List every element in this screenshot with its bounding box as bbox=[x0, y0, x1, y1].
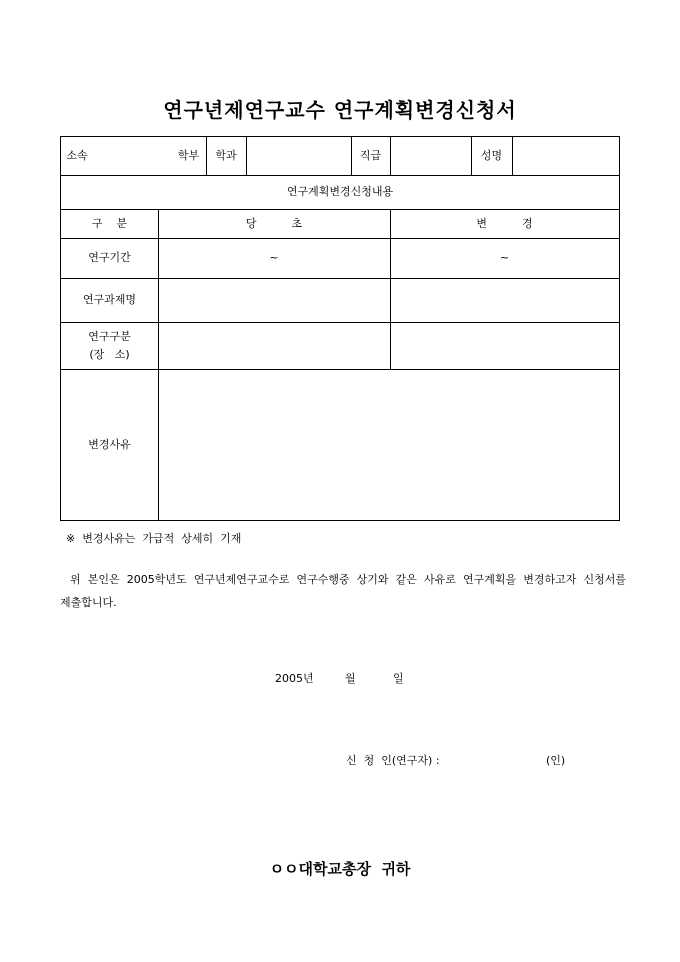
section-header: 연구계획변경신청내용 bbox=[286, 185, 394, 198]
position-field[interactable] bbox=[390, 137, 471, 175]
research-period-label: 연구기간 bbox=[88, 251, 131, 264]
name-label: 성명 bbox=[480, 149, 503, 162]
recipient-line: ㅇㅇ대학교총장 귀하 bbox=[269, 860, 411, 878]
department-field[interactable] bbox=[246, 137, 351, 175]
research-type-label-line1: 연구구분 bbox=[88, 329, 131, 343]
department-label: 학과 bbox=[215, 149, 237, 162]
date-day: 일 bbox=[393, 672, 404, 685]
date-month: 월 bbox=[345, 672, 356, 685]
research-topic-original[interactable] bbox=[158, 278, 390, 322]
category-column-header: 구 분 bbox=[91, 216, 128, 230]
form-note: ※ 변경사유는 가급적 상세히 기재 bbox=[66, 532, 242, 545]
affiliation-label: 소속 bbox=[66, 149, 88, 162]
research-period-original[interactable]: ~ bbox=[269, 251, 279, 264]
position-label: 직급 bbox=[359, 149, 382, 162]
date-year: 2005년 bbox=[275, 672, 314, 685]
division-label: 학부 bbox=[177, 149, 200, 162]
research-topic-changed[interactable] bbox=[390, 278, 619, 322]
original-column-header: 당 초 bbox=[245, 216, 303, 230]
research-type-label bbox=[61, 322, 158, 369]
affiliation-field[interactable] bbox=[93, 137, 175, 175]
document-title: 연구년제연구교수 연구계획변경신청서 bbox=[163, 98, 517, 122]
seal-mark: (인) bbox=[546, 754, 566, 767]
research-period-changed[interactable]: ~ bbox=[499, 251, 510, 264]
research-type-label-line2: (장 소) bbox=[89, 347, 130, 361]
change-reason-label: 변경사유 bbox=[88, 437, 131, 451]
changed-column-header: 변 경 bbox=[476, 216, 533, 230]
research-type-changed[interactable] bbox=[390, 322, 619, 369]
research-topic-label: 연구과제명 bbox=[82, 293, 137, 306]
change-reason-field[interactable] bbox=[158, 369, 619, 520]
name-field[interactable] bbox=[512, 137, 619, 175]
research-type-original[interactable] bbox=[158, 322, 390, 369]
application-form-table bbox=[60, 136, 620, 521]
application-statement: 위 본인은 2005학년도 연구년제연구교수로 연구수행중 상기와 같은 사유로 연구계획을 변경하고자 신청서를 제출합니다. bbox=[60, 573, 633, 609]
applicant-label: 신 청 인(연구자) : bbox=[346, 754, 440, 767]
